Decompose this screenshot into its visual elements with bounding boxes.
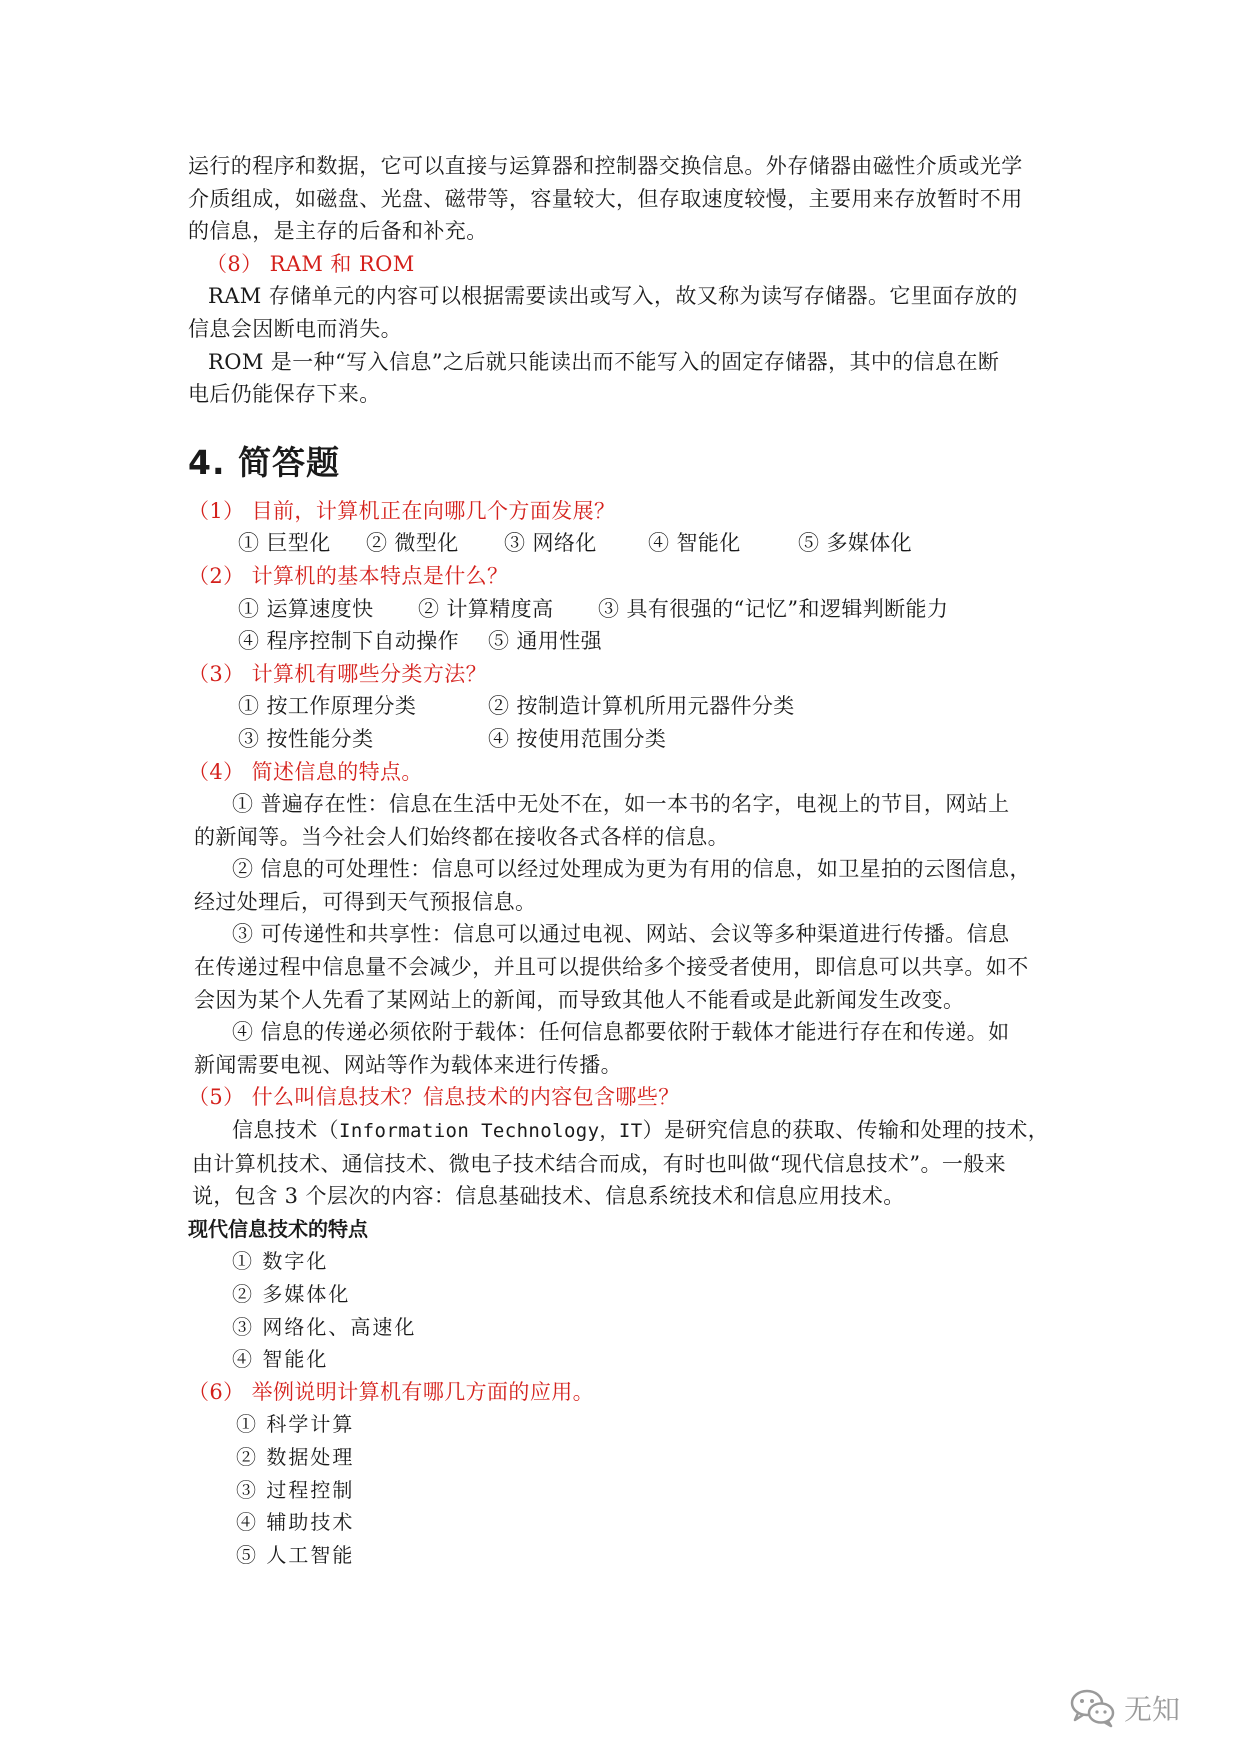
- feature-item: ② 多媒体化: [232, 1282, 351, 1306]
- option: ② 微型化: [366, 531, 459, 556]
- section-title: 4. 简答题: [188, 442, 340, 482]
- q5-paragraph-line: [188, 1114, 1050, 1148]
- option: ④ 程序控制下自动操作: [238, 629, 460, 654]
- q4-paragraph-line: ③ 可传递性和共享性：信息可以通过电视、网站、会议等多种渠道进行传播。信息: [232, 922, 1010, 947]
- option: ② 计算精度高: [418, 596, 554, 621]
- q2-options-row: [188, 593, 1050, 626]
- question-5: （5） 什么叫信息技术？信息技术的内容包含哪些？: [188, 1085, 680, 1110]
- q4-paragraph-line: 新闻需要电视、网站等作为载体来进行传播。: [194, 1052, 622, 1077]
- rom-paragraph-line: 电后仍能保存下来。: [188, 382, 381, 407]
- option: ③ 按性能分类: [238, 726, 374, 751]
- option: ⑤ 多媒体化: [798, 531, 913, 556]
- question-3: （3） 计算机有哪些分类方法？: [188, 661, 488, 686]
- application-item: ③ 过程控制: [236, 1477, 355, 1502]
- q4-paragraph-line: 会因为某个人先看了某网站上的新闻，而导致其他人不能看或是此新闻发生改变。: [194, 987, 965, 1012]
- q4-paragraph-line: 的新闻等。当今社会人们始终都在接收各式各样的信息。: [194, 824, 729, 849]
- feature-item: ④ 智能化: [232, 1347, 329, 1372]
- option: ③ 网络化: [504, 531, 597, 556]
- option: ① 巨型化: [238, 531, 331, 556]
- option: ③ 具有很强的“记忆”和逻辑判断能力: [598, 596, 949, 621]
- feature-item: ③ 网络化、高速化: [232, 1314, 417, 1339]
- q4-paragraph-line: ① 普遍存在性：信息在生活中无处不在，如一本书的名字，电视上的节目，网站上: [232, 792, 1010, 817]
- option: ① 按工作原理分类: [238, 694, 417, 719]
- question-4: （4） 简述信息的特点。: [188, 759, 423, 784]
- q3-options-row: [188, 723, 1050, 756]
- option: ⑤ 通用性强: [488, 629, 603, 654]
- application-item: ② 数据处理: [236, 1444, 355, 1469]
- watermark: [1070, 1688, 1180, 1728]
- q4-paragraph-line: 在传递过程中信息量不会减少，并且可以提供给多个接受者使用，即信息可以共享。如不: [194, 955, 1029, 980]
- q2-options-row: [188, 625, 1050, 658]
- q1-options: [188, 527, 1050, 560]
- option: ④ 按使用范围分类: [488, 726, 667, 751]
- q4-paragraph-line: ② 信息的可处理性：信息可以经过处理成为更为有用的信息，如卫星拍的云图信息，: [232, 857, 1031, 882]
- wechat-icon: [1070, 1688, 1116, 1728]
- q4-paragraph-line: ④ 信息的传递必须依附于载体：任何信息都要依附于载体才能进行存在和传递。如: [232, 1020, 1010, 1045]
- intro-line: 的信息，是主存的后备和补充。: [188, 219, 488, 244]
- q3-options-row: [188, 690, 1050, 723]
- option: ② 按制造计算机所用元器件分类: [488, 694, 795, 719]
- application-item: ⑤ 人工智能: [236, 1542, 355, 1567]
- watermark-text: 无知: [1123, 1693, 1180, 1726]
- q4-paragraph-line: 经过处理后，可得到天气预报信息。: [194, 889, 537, 914]
- feature-item: ① 数字化: [232, 1249, 329, 1274]
- question-2: （2） 计算机的基本特点是什么？: [188, 563, 509, 588]
- intro-line: 运行的程序和数据，它可以直接与运算器和控制器交换信息。外存储器由磁性介质或光学: [188, 154, 1023, 178]
- q5-english-term: Information Technology，IT: [339, 1120, 643, 1143]
- ram-rom-heading: （8） RAM 和 ROM: [206, 251, 415, 276]
- q5-text: ）是研究信息的获取、传输和处理的技术，: [642, 1118, 1050, 1143]
- option: ④ 智能化: [648, 531, 741, 556]
- ram-paragraph-line: RAM 存储单元的内容可以根据需要读出或写入，故又称为读写存储器。它里面存放的: [208, 284, 1018, 309]
- intro-line: 介质组成，如磁盘、光盘、磁带等，容量较大，但存取速度较慢，主要用来存放暂时不用: [188, 186, 1023, 211]
- q5-paragraph-line: 说，包含 3 个层次的内容：信息基础技术、信息系统技术和信息应用技术。: [192, 1184, 905, 1209]
- document-page: [188, 150, 1050, 1571]
- question-6: （6） 举例说明计算机有哪几方面的应用。: [188, 1379, 595, 1404]
- application-item: ① 科学计算: [236, 1412, 355, 1437]
- application-item: ④ 辅助技术: [236, 1510, 355, 1535]
- features-subheading: 现代信息技术的特点: [188, 1216, 368, 1241]
- question-1: （1） 目前，计算机正在向哪几个方面发展？: [188, 498, 616, 523]
- ram-paragraph-line: 信息会因断电而消失。: [188, 316, 402, 341]
- option: ① 运算速度快: [238, 596, 374, 621]
- q5-text: 信息技术（: [232, 1118, 339, 1143]
- rom-paragraph-line: ROM 是一种“写入信息”之后就只能读出而不能写入的固定存储器，其中的信息在断: [208, 349, 1000, 374]
- q5-paragraph-line: 由计算机技术、通信技术、微电子技术结合而成，有时也叫做“现代信息技术”。一般来: [192, 1151, 1007, 1176]
